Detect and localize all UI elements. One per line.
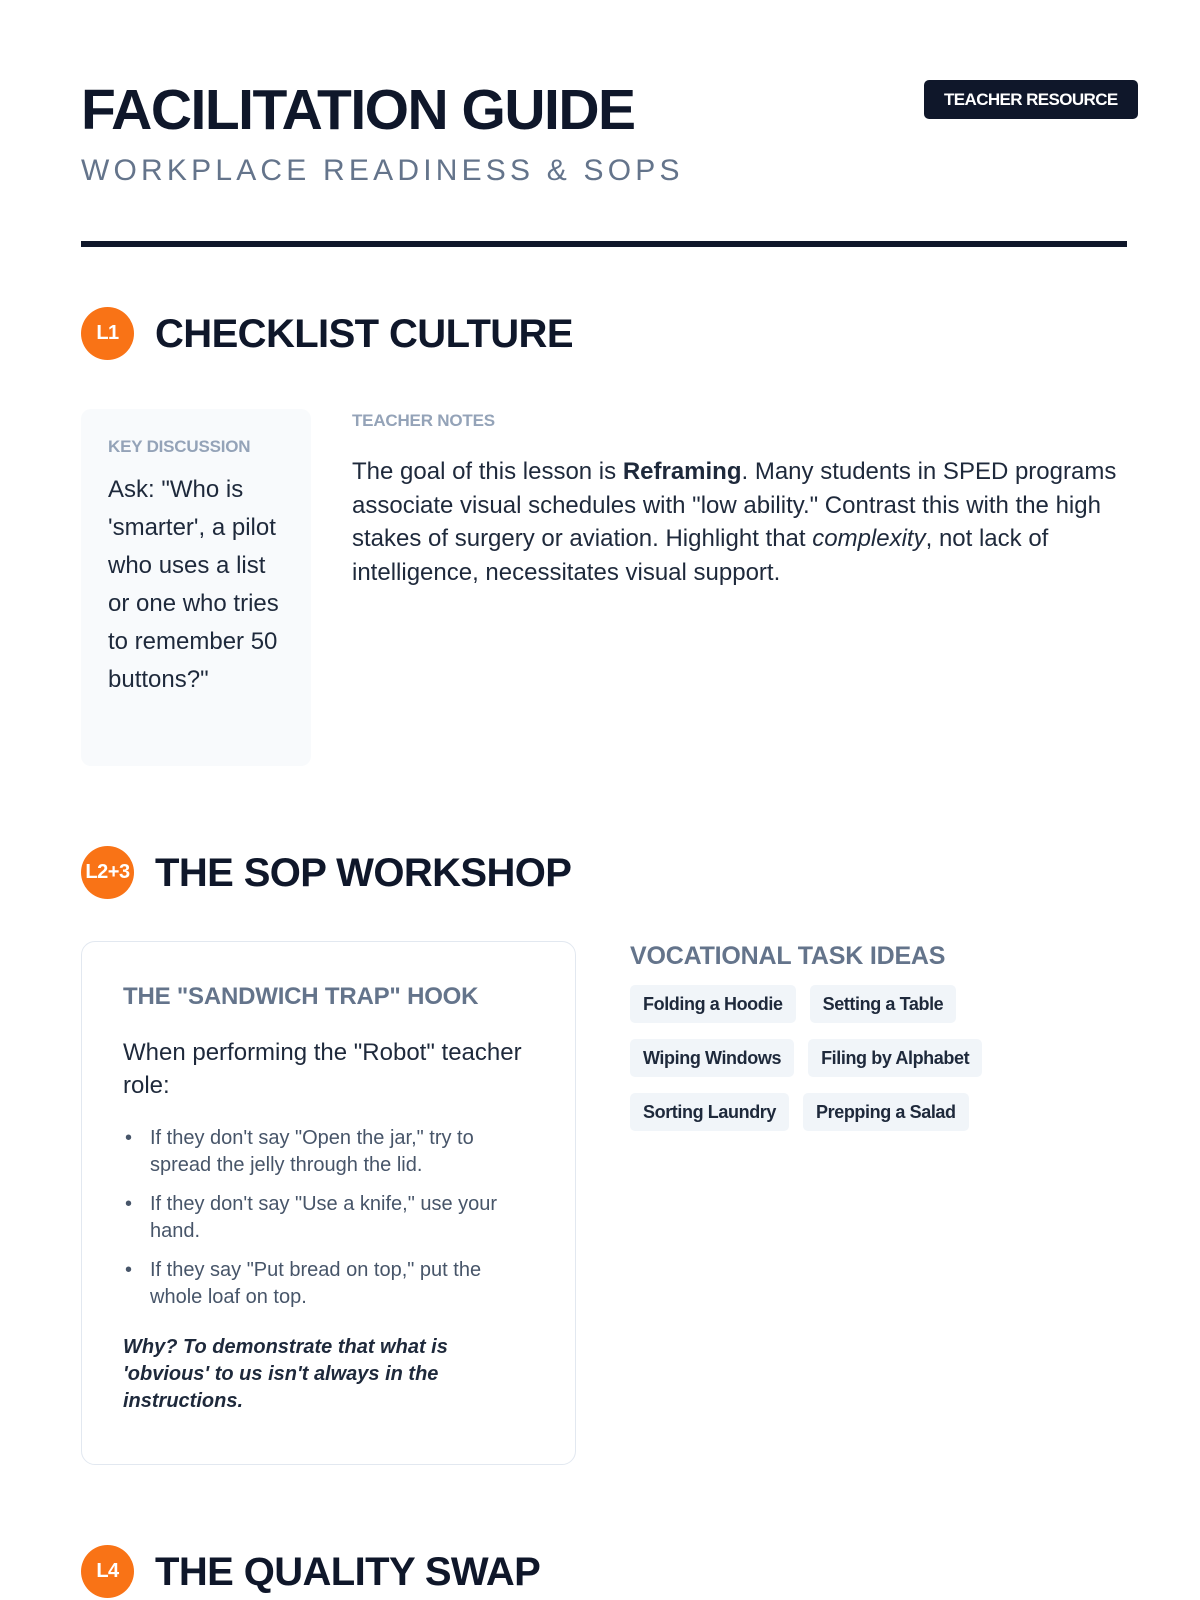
- notes-text-part: , not lack of intelligence, necessitates visual support.: [352, 525, 1049, 586]
- task-row: [630, 1039, 1130, 1077]
- section-header-l4: [81, 1545, 540, 1598]
- lesson-badge-l2-3: L2+3: [81, 846, 134, 899]
- hook-title: THE "SANDWICH TRAP" HOOK: [123, 983, 479, 1010]
- key-discussion-label: KEY DISCUSSION: [108, 437, 251, 456]
- notes-emphasis-complexity: complexity: [812, 525, 926, 552]
- hook-list: [123, 1125, 535, 1311]
- list-item: • If they don't say "Open the jar," try to spread the jelly through the lid.: [123, 1125, 535, 1179]
- task-tag: Prepping a Salad: [803, 1093, 969, 1131]
- sandwich-trap-card: [81, 941, 576, 1465]
- task-tag: Sorting Laundry: [630, 1093, 789, 1131]
- task-tag: Filing by Alphabet: [808, 1039, 982, 1077]
- task-row: [630, 985, 1130, 1023]
- notes-emphasis-reframing: Reframing: [622, 458, 742, 485]
- section-title-checklist-culture: CHECKLIST CULTURE: [155, 311, 573, 356]
- header-divider: [81, 241, 1127, 247]
- hook-intro: When performing the "Robot" teacher role:: [123, 1039, 522, 1099]
- section-title-quality-swap: THE QUALITY SWAP: [155, 1549, 541, 1594]
- page-title: FACILITATION GUIDE: [81, 78, 635, 142]
- notes-text-part: The goal of this lesson is: [352, 458, 623, 485]
- section-header-l1: [81, 307, 573, 360]
- lesson-badge-l4: L4: [81, 1545, 134, 1598]
- hook-why: Why? To demonstrate that what is 'obvious' to us isn't always in the instructions.: [123, 1336, 448, 1412]
- section-title-sop-workshop: THE SOP WORKSHOP: [155, 850, 572, 895]
- key-discussion-card: [81, 409, 311, 766]
- section-header-l2-3: [81, 846, 571, 899]
- teacher-notes-label: TEACHER NOTES: [352, 411, 495, 430]
- task-tag: Wiping Windows: [630, 1039, 794, 1077]
- list-item: • If they say "Put bread on top," put the whole loaf on top.: [123, 1257, 535, 1311]
- key-discussion-text: Ask: "Who is 'smarter', a pilot who uses a list or one who tries to remember 50 buttons?": [108, 476, 279, 693]
- task-tag: Folding a Hoodie: [630, 985, 796, 1023]
- lesson-badge-l1: L1: [81, 307, 134, 360]
- tasks-title: VOCATIONAL TASK IDEAS: [630, 942, 946, 970]
- task-row: [630, 1093, 1130, 1131]
- list-item: • If they don't say "Use a knife," use your hand.: [123, 1191, 535, 1245]
- vocational-task-ideas: [630, 944, 1130, 1131]
- teacher-resource-badge: TEACHER RESOURCE: [924, 80, 1138, 119]
- page-subtitle: WORKPLACE READINESS & SOPS: [81, 154, 684, 187]
- teacher-notes: [352, 411, 1132, 589]
- teacher-notes-text: [352, 455, 1132, 589]
- task-tag: Setting a Table: [810, 985, 957, 1023]
- notes-text-part: . Many students in SPED programs associate visual schedules with "low ability." Contrast this with the high stakes of surgery or aviation. Highlight that: [352, 458, 1117, 552]
